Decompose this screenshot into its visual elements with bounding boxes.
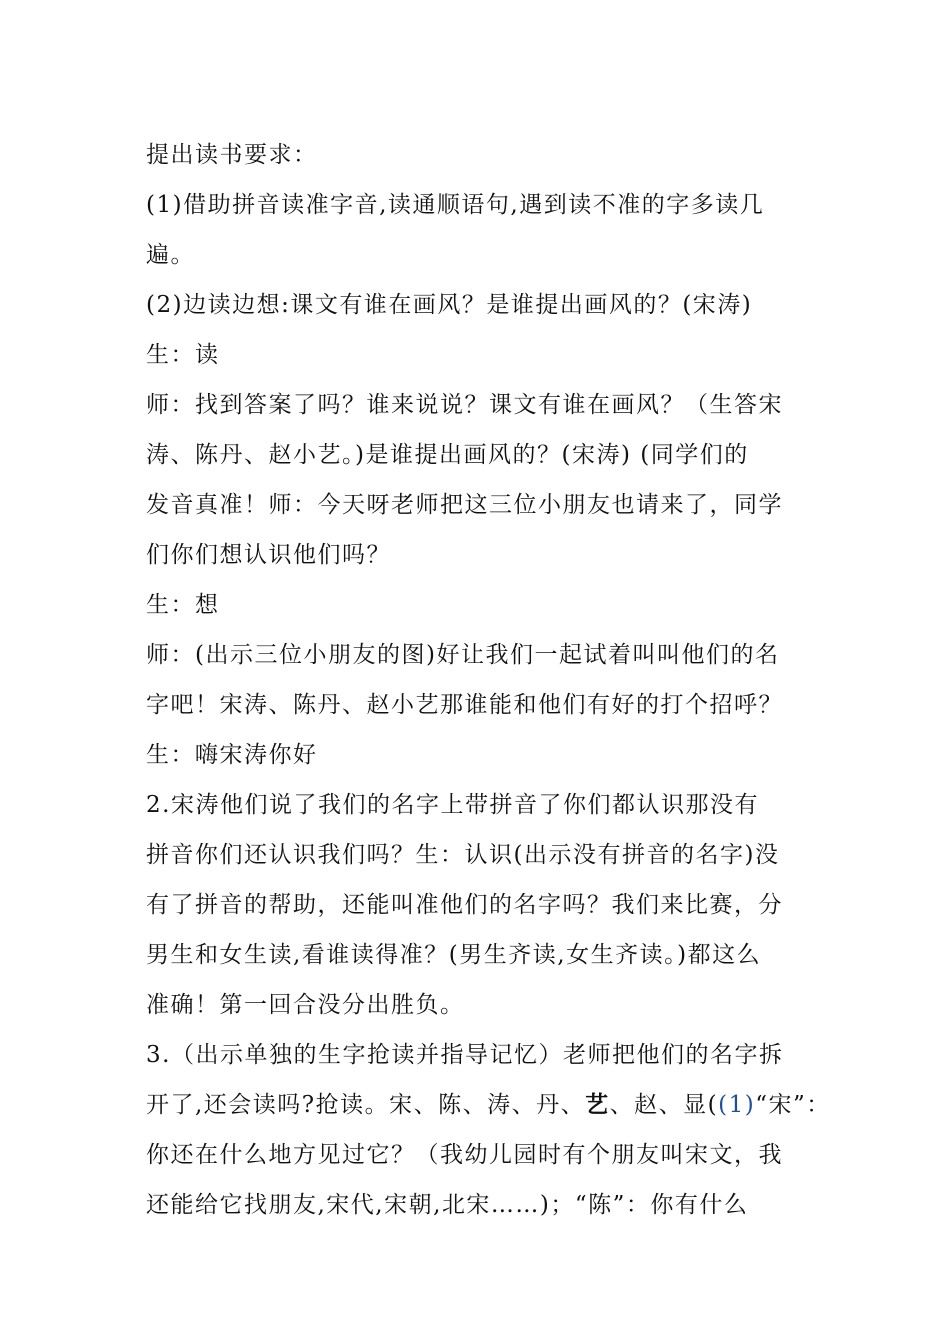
text-line: 你还在什么地方见过它？（我幼儿园时有个朋友叫宋文，我 <box>146 1142 783 1168</box>
text-line: 师：找到答案了吗？谁来说说？课文有谁在画风？（生答宋 <box>146 392 783 418</box>
text-line: 们你们想认识他们吗？ <box>146 542 391 568</box>
text-line: 生：想 <box>146 592 220 618</box>
text-line: (1)借助拼音读准字音,读通顺语句,遇到读不准的字多读几 <box>146 192 765 218</box>
text-line: 2.宋涛他们说了我们的名字上带拼音了你们都认识那没有 <box>146 792 759 818</box>
list-number: (1) <box>718 1092 756 1118</box>
text-line: 3.（出示单独的生字抢读并指导记忆）老师把他们的名字拆 <box>146 1042 784 1068</box>
text-line: 有了拼音的帮助，还能叫准他们的名字吗？我们来比赛，分 <box>146 892 783 918</box>
document-body <box>146 130 831 1230</box>
text-line: 生：读 <box>146 342 220 368</box>
text-line: 生：嗨宋涛你好 <box>146 742 318 768</box>
bold-character: 艺 <box>585 1091 610 1118</box>
text-line: 还能给它找朋友,宋代,宋朝,北宋……)；“陈”：你有什么 <box>146 1192 749 1218</box>
text-line: 遍。 <box>146 242 195 268</box>
text-line: 提出读书要求： <box>146 142 318 168</box>
text-line-mixed <box>146 1080 831 1130</box>
text-line: 准确！第一回合没分出胜负。 <box>146 992 465 1018</box>
text-line: 师：(出示三位小朋友的图)好让我们一起试着叫叫他们的名 <box>146 642 780 668</box>
text-line: (2)边读边想:课文有谁在画风？是谁提出画风的？(宋涛) <box>146 292 753 318</box>
text-segment: “宋”： <box>755 1092 831 1118</box>
text-line: 发音真准！师：今天呀老师把这三位小朋友也请来了，同学 <box>146 492 783 518</box>
text-segment: 、赵、显( <box>609 1092 719 1118</box>
text-line: 涛、陈丹、赵小艺。)是谁提出画风的？(宋涛) (同学们的 <box>146 442 749 468</box>
text-segment: 开了,还会读吗?抢读。宋、陈、涛、丹、 <box>146 1092 586 1118</box>
text-line: 拼音你们还认识我们吗？生：认识(出示没有拼音的名字)没 <box>146 842 780 868</box>
text-line: 字吧！宋涛、陈丹、赵小艺那谁能和他们有好的打个招呼？ <box>146 692 783 718</box>
text-line: 男生和女生读,看谁读得准？(男生齐读,女生齐读。)都这么 <box>146 942 762 968</box>
